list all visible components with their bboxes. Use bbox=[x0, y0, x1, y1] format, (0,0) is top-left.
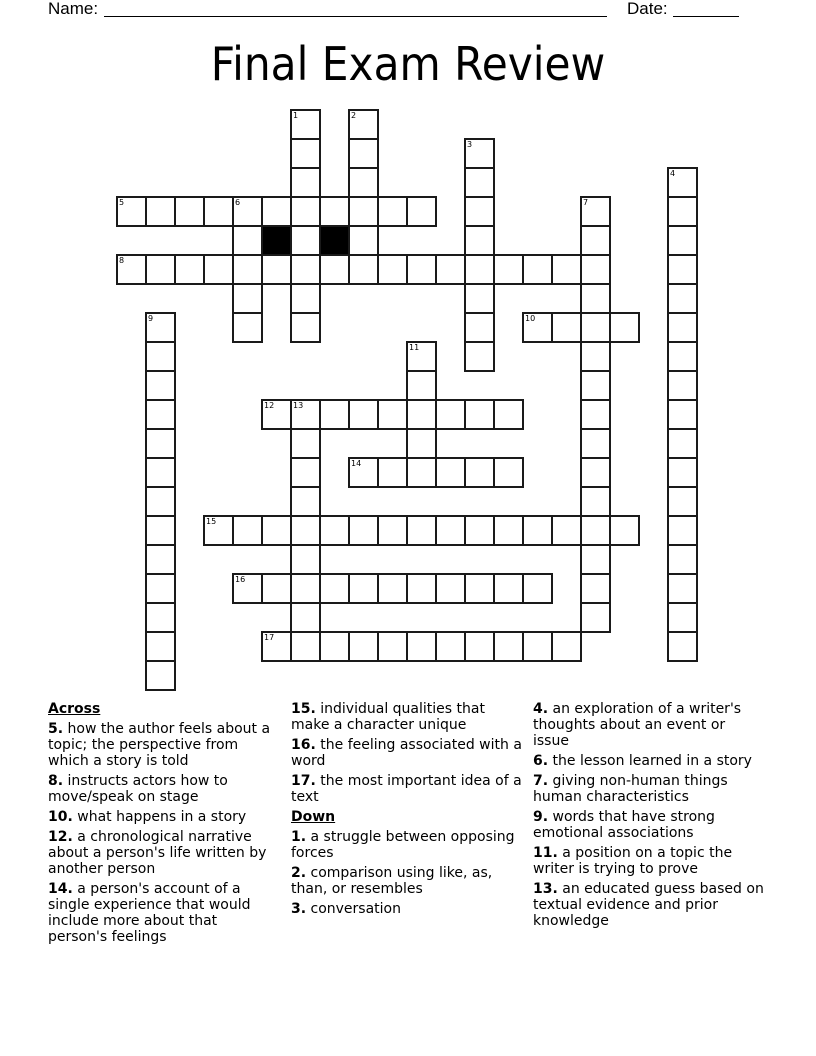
grid-cell[interactable] bbox=[290, 312, 321, 343]
black-cell bbox=[319, 225, 350, 256]
grid-cell[interactable] bbox=[406, 370, 437, 401]
clue-number-label: 13 bbox=[293, 401, 304, 410]
grid-cell[interactable] bbox=[203, 254, 234, 285]
clue-across-5: 5. how the author feels about a topic; the perspective from which a story is told bbox=[48, 721, 271, 769]
grid-cell[interactable] bbox=[145, 573, 176, 604]
grid-cell[interactable] bbox=[232, 254, 263, 285]
grid-cell[interactable] bbox=[667, 573, 698, 604]
grid-cell[interactable] bbox=[435, 399, 466, 430]
grid-cell[interactable] bbox=[377, 399, 408, 430]
grid-cell[interactable] bbox=[348, 399, 379, 430]
grid-cell[interactable] bbox=[290, 544, 321, 575]
grid-cell[interactable] bbox=[493, 631, 524, 662]
grid-cell[interactable] bbox=[667, 341, 698, 372]
grid-cell[interactable] bbox=[580, 544, 611, 575]
clue-down-7: 7. giving non-human things human characteristics bbox=[533, 773, 728, 805]
grid-cell[interactable] bbox=[319, 399, 350, 430]
grid-cell[interactable] bbox=[319, 631, 350, 662]
grid-cell[interactable] bbox=[464, 283, 495, 314]
grid-cell[interactable] bbox=[406, 341, 437, 372]
grid-cell[interactable] bbox=[580, 428, 611, 459]
grid-cell[interactable] bbox=[377, 254, 408, 285]
grid-cell[interactable] bbox=[406, 428, 437, 459]
grid-cell[interactable] bbox=[261, 573, 292, 604]
clue-number-label: 15 bbox=[206, 517, 217, 526]
clue-down-9: 9. words that have strong emotional associations bbox=[533, 809, 715, 841]
black-cell bbox=[261, 225, 292, 256]
grid-cell[interactable] bbox=[145, 544, 176, 575]
clue-number-label: 2 bbox=[351, 111, 357, 120]
clue-down-2: 2. comparison using like, as, than, or resembles bbox=[291, 865, 493, 897]
grid-cell[interactable] bbox=[377, 457, 408, 488]
grid-cell[interactable] bbox=[551, 312, 582, 343]
grid-cell[interactable] bbox=[174, 196, 205, 227]
grid-cell[interactable] bbox=[667, 225, 698, 256]
grid-cell[interactable] bbox=[406, 399, 437, 430]
grid-cell[interactable] bbox=[348, 515, 379, 546]
grid-cell[interactable] bbox=[609, 515, 640, 546]
grid-cell[interactable] bbox=[290, 573, 321, 604]
grid-cell[interactable] bbox=[232, 196, 263, 227]
grid-cell[interactable] bbox=[493, 573, 524, 604]
grid-cell[interactable] bbox=[406, 196, 437, 227]
grid-cell[interactable] bbox=[464, 167, 495, 198]
grid-cell[interactable] bbox=[464, 515, 495, 546]
grid-cell[interactable] bbox=[493, 254, 524, 285]
clue-down-13: 13. an educated guess based on textual evidence and prior knowledge bbox=[533, 881, 764, 929]
grid-cell[interactable] bbox=[145, 254, 176, 285]
clue-number-label: 8 bbox=[119, 256, 125, 265]
grid-cell[interactable] bbox=[464, 196, 495, 227]
clue-across-14: 14. a person's account of a single experience that would include more about that person's feelings bbox=[48, 881, 251, 945]
grid-cell[interactable] bbox=[116, 196, 147, 227]
grid-cell[interactable] bbox=[290, 283, 321, 314]
grid-cell[interactable] bbox=[435, 457, 466, 488]
grid-cell[interactable] bbox=[551, 515, 582, 546]
grid-cell[interactable] bbox=[551, 254, 582, 285]
grid-cell[interactable] bbox=[319, 515, 350, 546]
grid-cell[interactable] bbox=[522, 631, 553, 662]
clue-across-16: 16. the feeling associated with a word bbox=[291, 737, 522, 769]
clue-number-label: 7 bbox=[583, 198, 589, 207]
grid-cell[interactable] bbox=[667, 544, 698, 575]
grid-cell[interactable] bbox=[464, 457, 495, 488]
clue-number-label: 4 bbox=[670, 169, 676, 178]
grid-cell[interactable] bbox=[667, 631, 698, 662]
grid-cell[interactable] bbox=[348, 196, 379, 227]
grid-cell[interactable] bbox=[580, 602, 611, 633]
clue-number-label: 1 bbox=[293, 111, 299, 120]
grid-cell[interactable] bbox=[609, 312, 640, 343]
grid-cell[interactable] bbox=[290, 138, 321, 169]
grid-cell[interactable] bbox=[261, 631, 292, 662]
grid-cell[interactable] bbox=[145, 515, 176, 546]
grid-cell[interactable] bbox=[464, 225, 495, 256]
clue-number-label: 16 bbox=[235, 575, 246, 584]
across-heading: Across bbox=[48, 701, 101, 717]
grid-cell[interactable] bbox=[667, 167, 698, 198]
grid-cell[interactable] bbox=[348, 225, 379, 256]
grid-cell[interactable] bbox=[232, 515, 263, 546]
grid-cell[interactable] bbox=[319, 196, 350, 227]
grid-cell[interactable] bbox=[493, 399, 524, 430]
grid-cell[interactable] bbox=[290, 486, 321, 517]
grid-cell[interactable] bbox=[580, 399, 611, 430]
grid-cell[interactable] bbox=[464, 341, 495, 372]
grid-cell[interactable] bbox=[522, 254, 553, 285]
grid-cell[interactable] bbox=[406, 631, 437, 662]
grid-cell[interactable] bbox=[232, 573, 263, 604]
clue-number-label: 17 bbox=[264, 633, 275, 642]
grid-cell[interactable] bbox=[145, 399, 176, 430]
grid-cell[interactable] bbox=[522, 573, 553, 604]
grid-cell[interactable] bbox=[290, 109, 321, 140]
grid-cell[interactable] bbox=[522, 515, 553, 546]
date-label: Date: bbox=[627, 0, 668, 18]
grid-cell[interactable] bbox=[290, 515, 321, 546]
grid-cell[interactable] bbox=[203, 196, 234, 227]
grid-cell[interactable] bbox=[580, 196, 611, 227]
grid-cell[interactable] bbox=[232, 225, 263, 256]
grid-cell[interactable] bbox=[290, 167, 321, 198]
clue-number-label: 14 bbox=[351, 459, 362, 468]
page-title: Final Exam Review bbox=[210, 37, 606, 91]
clues-column-3 bbox=[533, 701, 765, 933]
grid-cell[interactable] bbox=[435, 573, 466, 604]
clues-column-1 bbox=[48, 701, 280, 949]
grid-cell[interactable] bbox=[145, 341, 176, 372]
grid-cell[interactable] bbox=[232, 312, 263, 343]
clues-column-2 bbox=[291, 701, 523, 921]
down-heading: Down bbox=[291, 809, 336, 825]
grid-cell[interactable] bbox=[667, 602, 698, 633]
grid-cell[interactable] bbox=[667, 486, 698, 517]
grid-cell[interactable] bbox=[145, 370, 176, 401]
grid-cell[interactable] bbox=[580, 254, 611, 285]
clue-down-11: 11. a position on a topic the writer is trying to prove bbox=[533, 845, 733, 877]
grid-cell[interactable] bbox=[406, 573, 437, 604]
name-label: Name: bbox=[48, 0, 99, 18]
grid-cell[interactable] bbox=[348, 254, 379, 285]
grid-cell[interactable] bbox=[464, 573, 495, 604]
grid-cell[interactable] bbox=[145, 486, 176, 517]
grid-cell[interactable] bbox=[580, 573, 611, 604]
grid-cell[interactable] bbox=[580, 370, 611, 401]
grid-cell[interactable] bbox=[667, 254, 698, 285]
grid-cell[interactable] bbox=[290, 254, 321, 285]
grid-cell[interactable] bbox=[377, 573, 408, 604]
grid-cell[interactable] bbox=[145, 312, 176, 343]
grid-cell[interactable] bbox=[580, 283, 611, 314]
grid-cell[interactable] bbox=[145, 602, 176, 633]
grid-cell[interactable] bbox=[261, 399, 292, 430]
clue-down-1: 1. a struggle between opposing forces bbox=[291, 829, 515, 861]
grid-cell[interactable] bbox=[667, 283, 698, 314]
clue-across-8: 8. instructs actors how to move/speak on stage bbox=[48, 773, 228, 805]
grid-cell[interactable] bbox=[667, 399, 698, 430]
clue-number-label: 6 bbox=[235, 198, 241, 207]
grid-cell[interactable] bbox=[319, 573, 350, 604]
grid-cell[interactable] bbox=[145, 631, 176, 662]
grid-cell[interactable] bbox=[261, 196, 292, 227]
grid-cell[interactable] bbox=[290, 602, 321, 633]
grid-cell[interactable] bbox=[261, 254, 292, 285]
grid-cell[interactable] bbox=[290, 428, 321, 459]
grid-cell[interactable] bbox=[261, 515, 292, 546]
grid-cell[interactable] bbox=[145, 196, 176, 227]
grid-cell[interactable] bbox=[667, 370, 698, 401]
grid-cell[interactable] bbox=[667, 515, 698, 546]
clue-across-15: 15. individual qualities that make a character unique bbox=[291, 701, 485, 733]
grid-cell[interactable] bbox=[667, 457, 698, 488]
grid-cell[interactable] bbox=[667, 428, 698, 459]
clue-down-6: 6. the lesson learned in a story bbox=[533, 753, 752, 769]
grid-cell[interactable] bbox=[580, 225, 611, 256]
grid-cell[interactable] bbox=[348, 167, 379, 198]
grid-cell[interactable] bbox=[464, 399, 495, 430]
clue-down-3: 3. conversation bbox=[291, 901, 401, 917]
clue-number-label: 11 bbox=[409, 343, 420, 352]
grid-cell[interactable] bbox=[348, 631, 379, 662]
grid-cell[interactable] bbox=[290, 631, 321, 662]
grid-cell[interactable] bbox=[464, 138, 495, 169]
grid-cell[interactable] bbox=[377, 196, 408, 227]
clue-number-label: 5 bbox=[119, 198, 125, 207]
clue-number-label: 12 bbox=[264, 401, 275, 410]
grid-cell[interactable] bbox=[290, 399, 321, 430]
grid-cell[interactable] bbox=[435, 515, 466, 546]
grid-cell[interactable] bbox=[377, 515, 408, 546]
grid-cell[interactable] bbox=[580, 486, 611, 517]
grid-cell[interactable] bbox=[667, 312, 698, 343]
grid-cell[interactable] bbox=[348, 573, 379, 604]
grid-cell[interactable] bbox=[232, 283, 263, 314]
grid-cell[interactable] bbox=[464, 312, 495, 343]
grid-cell[interactable] bbox=[348, 457, 379, 488]
grid-cell[interactable] bbox=[377, 631, 408, 662]
grid-cell[interactable] bbox=[145, 457, 176, 488]
grid-cell[interactable] bbox=[348, 138, 379, 169]
grid-cell[interactable] bbox=[493, 457, 524, 488]
grid-cell[interactable] bbox=[203, 515, 234, 546]
clue-number-label: 3 bbox=[467, 140, 473, 149]
grid-cell[interactable] bbox=[667, 196, 698, 227]
clue-across-10: 10. what happens in a story bbox=[48, 809, 247, 825]
grid-cell[interactable] bbox=[290, 196, 321, 227]
grid-cell[interactable] bbox=[290, 457, 321, 488]
grid-cell[interactable] bbox=[116, 254, 147, 285]
grid-cell[interactable] bbox=[580, 515, 611, 546]
grid-cell[interactable] bbox=[290, 225, 321, 256]
grid-cell[interactable] bbox=[406, 515, 437, 546]
clue-across-17: 17. the most important idea of a text bbox=[291, 773, 522, 805]
grid-cell[interactable] bbox=[435, 631, 466, 662]
grid-cell[interactable] bbox=[406, 457, 437, 488]
grid-cell[interactable] bbox=[145, 428, 176, 459]
clue-number-label: 9 bbox=[148, 314, 154, 323]
grid-cell[interactable] bbox=[464, 631, 495, 662]
grid-cell[interactable] bbox=[406, 254, 437, 285]
grid-cell[interactable] bbox=[319, 254, 350, 285]
grid-cell[interactable] bbox=[145, 660, 176, 691]
grid-cell[interactable] bbox=[580, 341, 611, 372]
clue-down-4: 4. an exploration of a writer's thoughts about an event or issue bbox=[533, 701, 742, 749]
grid-cell[interactable] bbox=[493, 515, 524, 546]
clue-number-label: 10 bbox=[525, 314, 536, 323]
grid-cell[interactable] bbox=[522, 312, 553, 343]
grid-cell[interactable] bbox=[174, 254, 205, 285]
grid-cell[interactable] bbox=[464, 254, 495, 285]
grid-cell[interactable] bbox=[435, 254, 466, 285]
grid-cell[interactable] bbox=[580, 312, 611, 343]
clue-across-12: 12. a chronological narrative about a person's life written by another person bbox=[48, 829, 267, 877]
grid-cell[interactable] bbox=[580, 457, 611, 488]
grid-cell[interactable] bbox=[551, 631, 582, 662]
grid-cell[interactable] bbox=[348, 109, 379, 140]
